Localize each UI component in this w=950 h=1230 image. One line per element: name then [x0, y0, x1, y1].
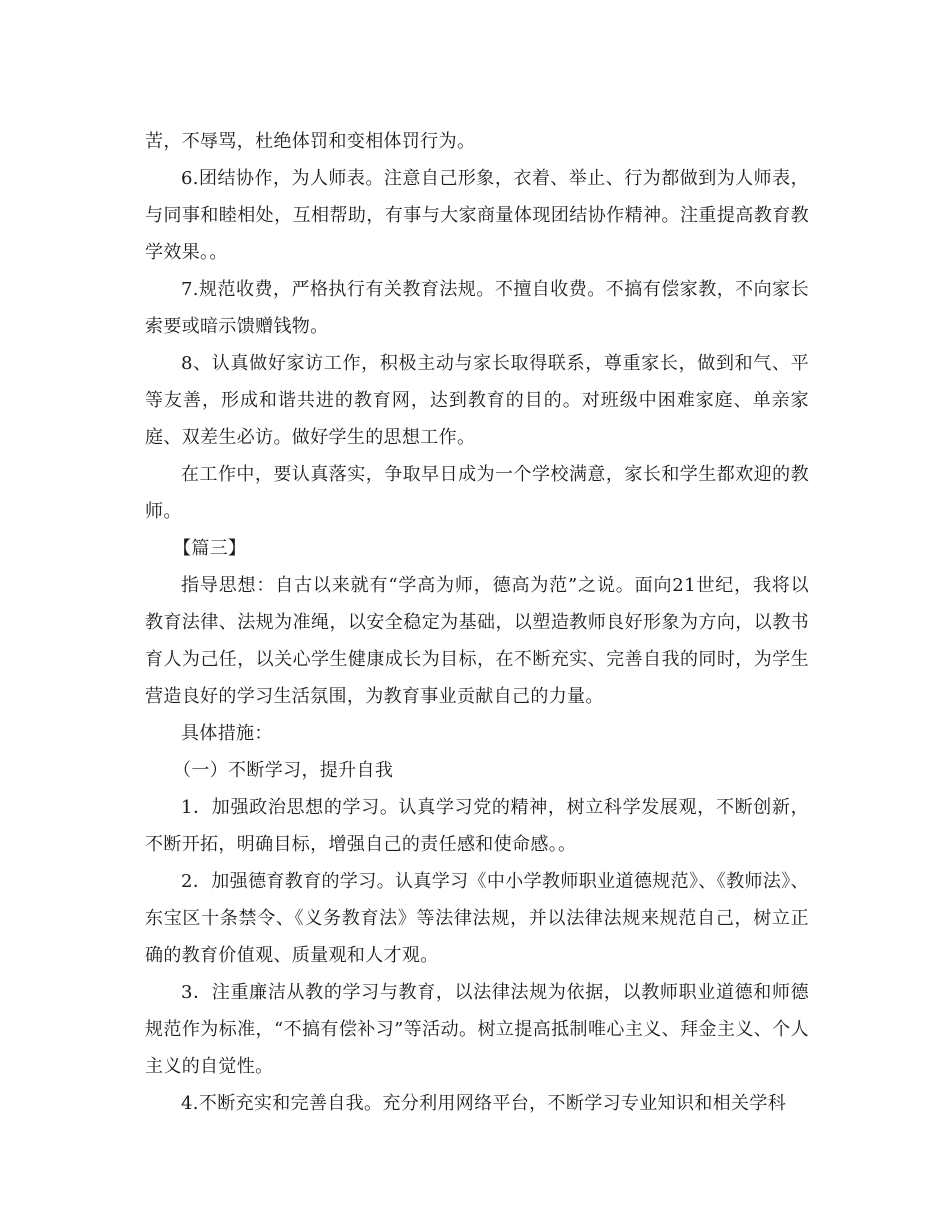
paragraph-item-8: 8、认真做好家访工作，积极主动与家长取得联系，尊重家长，做到和气、平等友善，形成和谐共进的教育网，达到教育的目的。对班级中困难家庭、单亲家庭、双差生必访。做好学生的思想工作。	[145, 353, 809, 448]
paragraph-measure-3: 3．注重廉洁从教的学习与教育，以法律法规为依据，以教师职业道德和师德规范作为标准，“不搞有偿补习”等活动。树立提高抵制唯心主义、拜金主义、个人主义的自觉性。	[145, 982, 809, 1077]
paragraph-measures-label: 具体措施：	[181, 723, 273, 744]
paragraph-measure-2: 2．加强德育教育的学习。认真学习《中小学教师职业道德规范》、《教师法》、东宝区十条禁令、《义务教育法》等法律法规，并以法律法规来规范自己，树立正确的教育价值观、质量观和人才观。	[145, 871, 809, 966]
paragraph-item-7: 7.规范收费，严格执行有关教育法规。不擅自收费。不搞有偿家教，不向家长索要或暗示馈赠钱物。	[145, 279, 809, 337]
section-heading: 【篇三】	[173, 538, 247, 559]
paragraph-measure-1: 1．加强政治思想的学习。认真学习党的精神，树立科学发展观，不断创新，不断开拓，明确目标，增强自己的责任感和使命感。。	[145, 797, 809, 855]
paragraph-continuation: 苦，不辱骂，杜绝体罚和变相体罚行为。	[145, 131, 476, 152]
paragraph-item-6: 6.团结协作，为人师表。注意自己形象，衣着、举止、行为都做到为人师表，与同事和睦相处，互相帮助，有事与大家商量体现团结协作精神。注重提高教育教学效果。。	[145, 168, 809, 263]
paragraph-guiding-thought: 指导思想：自古以来就有“学高为师，德高为范”之说。面向21世纪，我将以教育法律、法规为准绳，以安全稳定为基础，以塑造教师良好形象为方向，以教书育人为己任，以关心学生健康成长为目标，在不断充实、完善自我的同时，为学生营造良好的学习生活氛围，为教育事业贡献自己的力量。	[145, 575, 809, 707]
subsection-heading: （一）不断学习，提升自我	[173, 760, 394, 781]
document-body	[145, 123, 809, 1122]
paragraph-summary: 在工作中，要认真落实，争取早日成为一个学校满意，家长和学生都欢迎的教师。	[145, 464, 809, 522]
paragraph-measure-4: 4.不断充实和完善自我。充分利用网络平台，不断学习专业知识和相关学科	[181, 1093, 787, 1114]
